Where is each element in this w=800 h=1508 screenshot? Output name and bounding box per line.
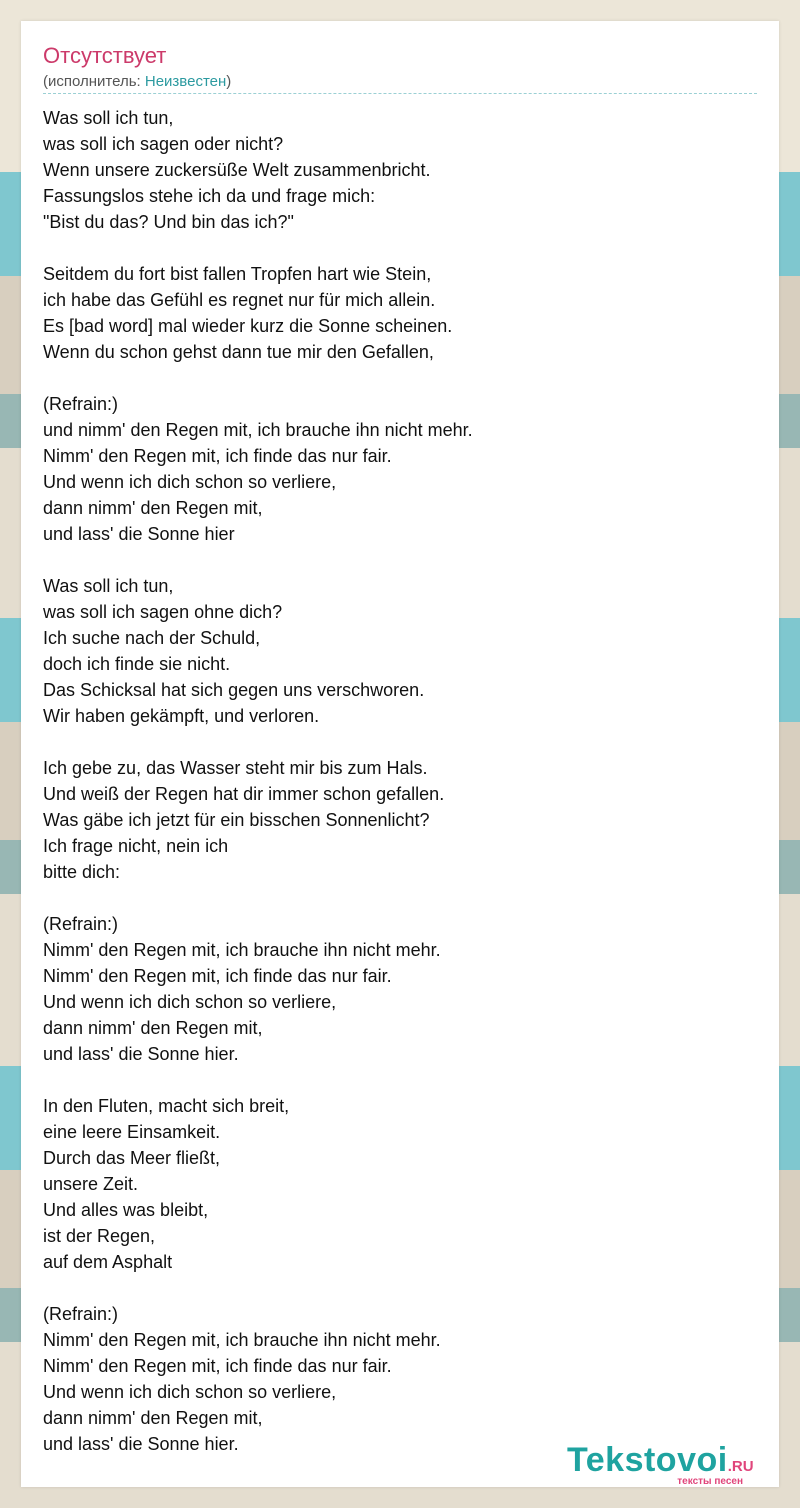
divider [43,93,757,94]
lyrics-card [21,21,779,1487]
logo-tld: .RU [727,1458,754,1475]
logo-tagline: тексты песен [677,1476,743,1487]
song-title: Отсутствует [43,43,167,68]
site-logo[interactable] [567,1440,777,1490]
artist-link[interactable]: Неизвестен [144,73,227,90]
artist-line [43,72,231,92]
artist-suffix: ) [226,73,232,90]
artist-prefix: (исполнитель: [43,73,145,90]
logo-name: Tekstovoi [567,1441,728,1479]
lyrics-text: Was soll ich tun, was soll ich sagen oder nicht? Wenn unsere zuckersüße Welt zusammenbricht. Fassungslos stehe ich da und frage mich: "Bist du das? Und bin das ich?" Seitdem du fort bist fallen Tropfen hart wie Stein, ich habe das Gefühl es regnet nur für mich allein. Es [bad word] mal wieder kurz die Sonne scheinen. Wenn du schon gehst dann tue mir den Gefallen, (Refrain:) und nimm' den Regen mit, ich brauche ihn nicht mehr. Nimm' den Regen mit, ich finde das nur fair. Und wenn ich dich schon so verliere, dann nimm' den Regen mit, und lass' die Sonne hier Was soll ich tun, was soll ich sagen ohne dich? Ich suche nach der Schuld, doch ich finde sie nicht. Das Schicksal hat sich gegen uns verschworen. Wir haben gekämpft, und verloren. Ich gebe zu, das Wasser steht mir bis zum Hals. Und weiß der Regen hat dir immer schon gefallen. Was gäbe ich jetzt für ein bisschen Sonnenlicht? Ich frage nicht, nein ich bitte dich: (Refrain:) Nimm' den Regen mit, ich brauche ihn nicht mehr. Nimm' den Regen mit, ich finde das nur fair. Und wenn ich dich schon so verliere, dann nimm' den Regen mit, und lass' die Sonne hier. In den Fluten, macht sich breit, eine leere Einsamkeit. Durch das Meer fließt, unsere Zeit. Und alles was bleibt, ist der Regen, auf dem Asphalt (Refrain:) Nimm' den Regen mit, ich brauche ihn nicht mehr. Nimm' den Regen mit, ich finde das nur fair. Und wenn ich dich schon so verliere, dann nimm' den Regen mit, und lass' die Sonne hier. [43,108,473,1454]
